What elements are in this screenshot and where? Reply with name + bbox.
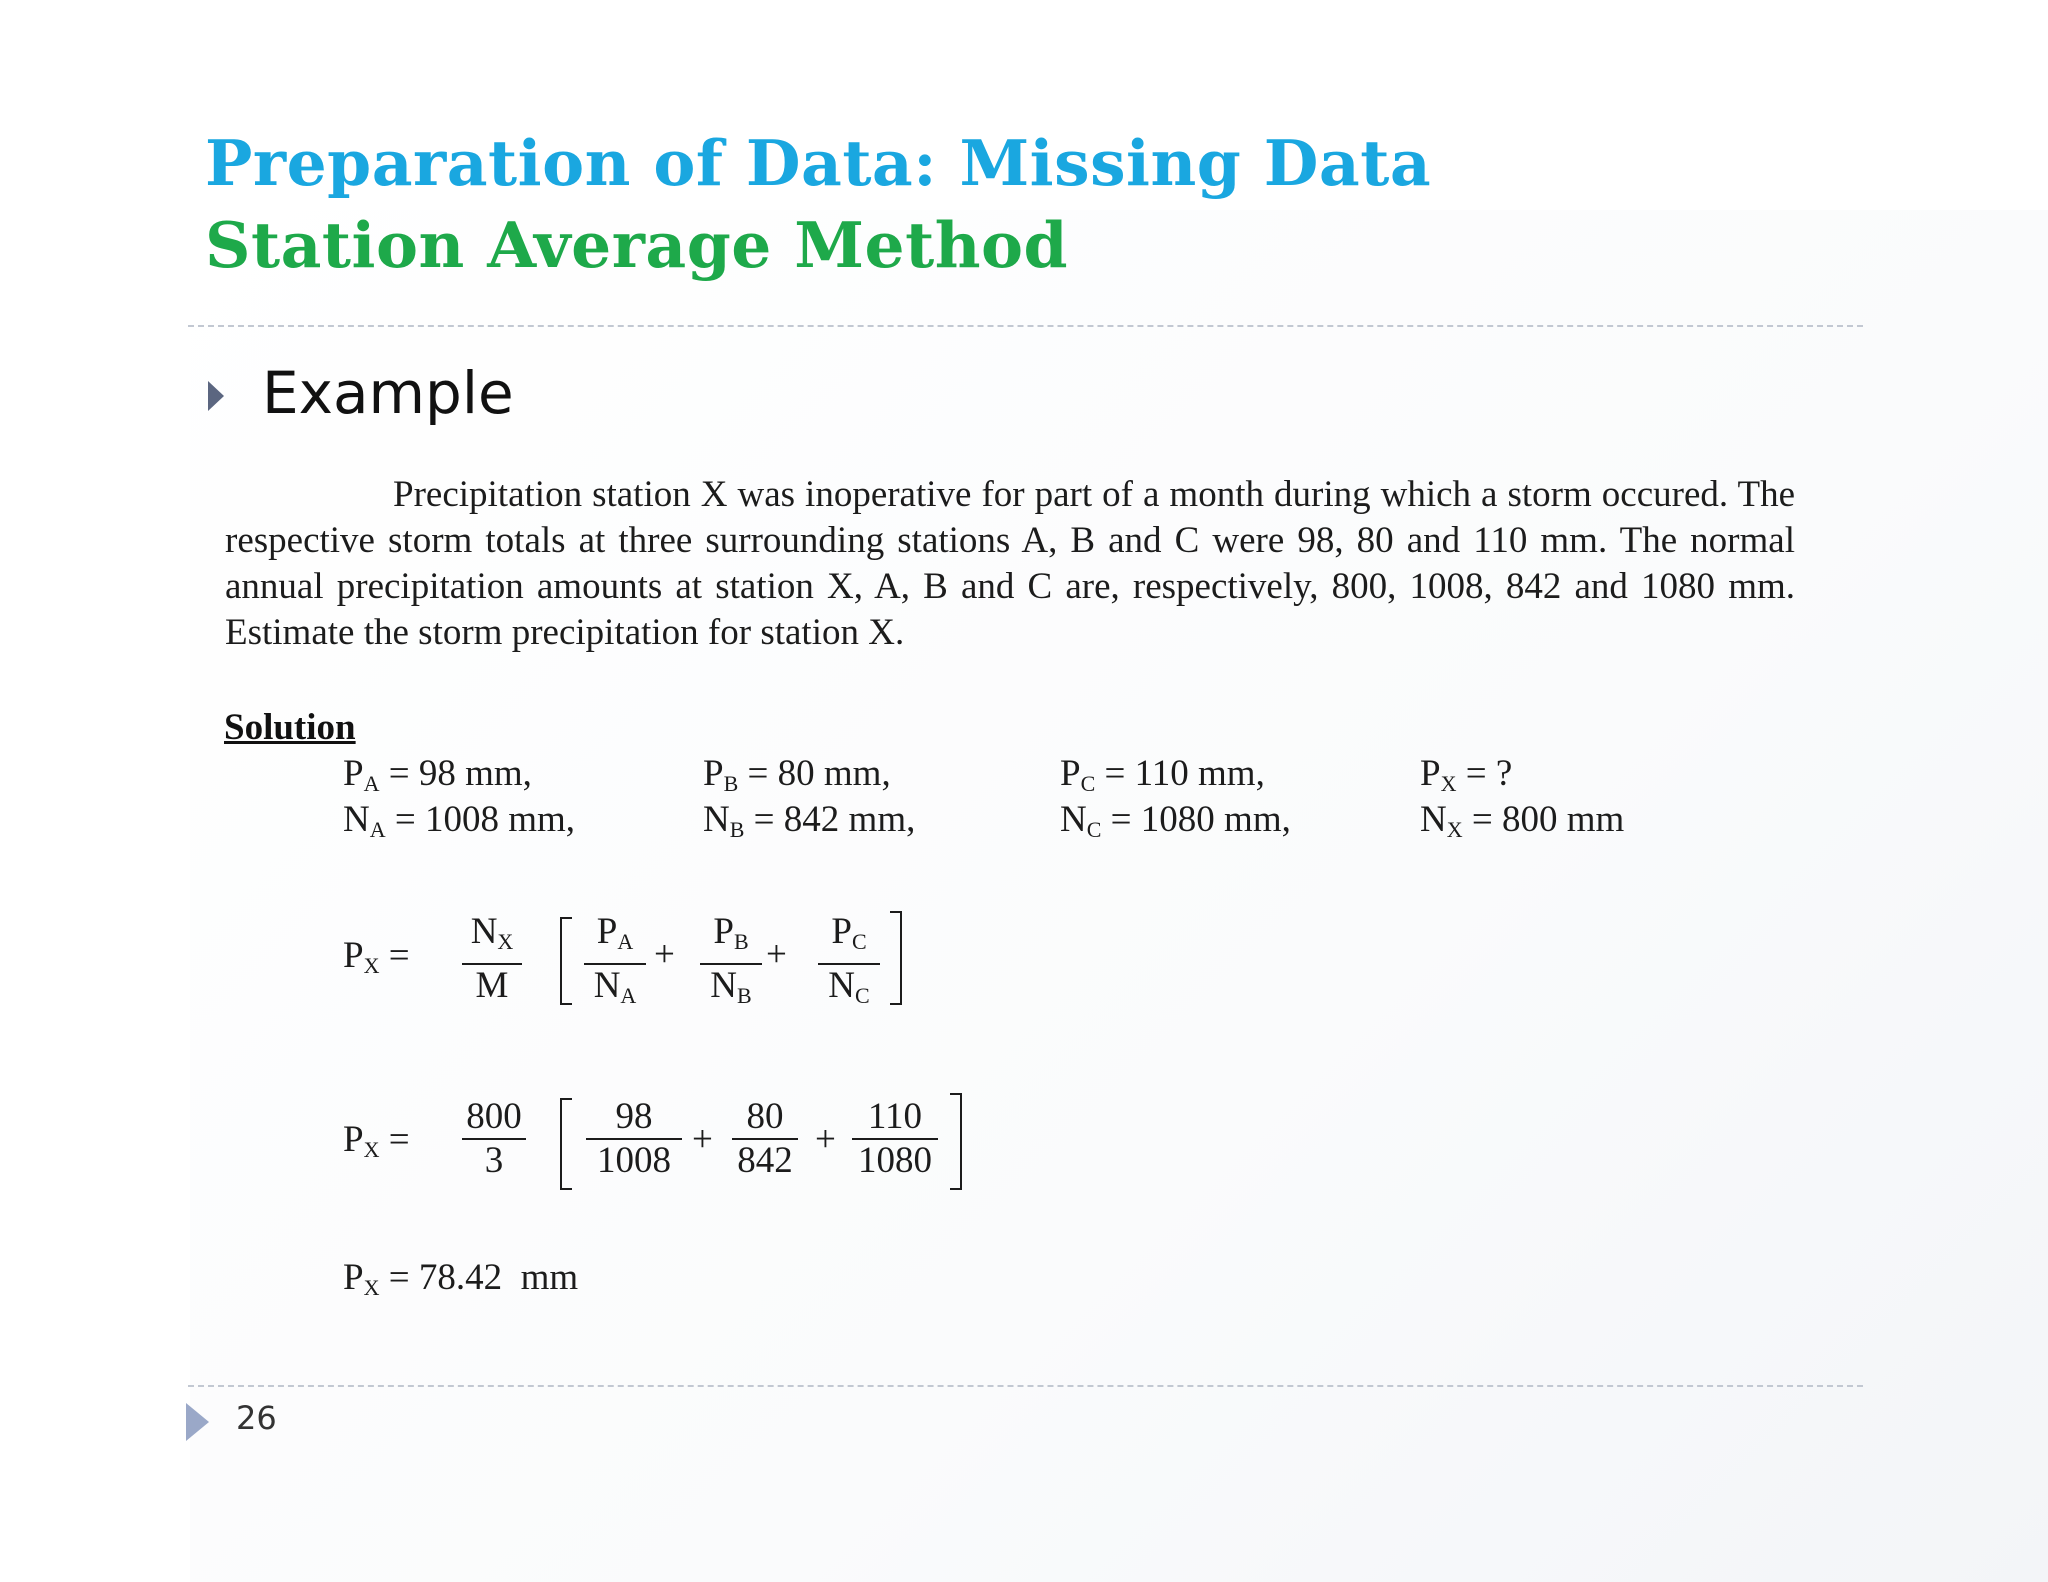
fraction-80-over-842: 80 842 xyxy=(732,1096,798,1182)
example-heading: Example xyxy=(262,359,514,427)
fraction-110-over-1080: 110 1080 xyxy=(852,1096,938,1182)
slide-title: Preparation of Data: Missing Data xyxy=(205,126,1432,200)
result-value: 78.42 xyxy=(418,1257,503,1298)
fraction-800-over-3: 800 3 xyxy=(462,1096,526,1182)
given-nc: $N_C = 1080$ mm, xyxy=(1060,799,1291,842)
solution-label: Solution xyxy=(224,707,356,748)
given-na: $N_A = 1008$ mm, xyxy=(343,799,576,842)
right-bracket xyxy=(890,911,902,1005)
left-bracket xyxy=(560,917,572,1005)
fraction-pb-over-nb: $P_B$ $N_B$ xyxy=(700,911,762,1017)
plus-sign: + xyxy=(692,1119,713,1160)
given-pa: $P_A = 98$ mm, xyxy=(343,753,532,796)
given-px: $P_X$ = ? xyxy=(1420,753,1513,796)
slide-subtitle: Station Average Method xyxy=(205,208,1069,282)
top-divider xyxy=(188,325,1863,327)
given-nb: $N_B = 842$ mm, xyxy=(703,799,916,842)
footer-triangle-icon xyxy=(186,1403,209,1441)
bottom-divider xyxy=(188,1385,1863,1387)
formula-lhs: $P_X$ = xyxy=(343,1119,410,1162)
result-line: $P_X = 78.42$ mm xyxy=(343,1257,579,1300)
left-bracket xyxy=(560,1098,572,1190)
given-nx: $N_X = 800$ mm xyxy=(1420,799,1625,842)
fraction-98-over-1008: 98 1008 xyxy=(586,1096,682,1182)
plus-sign: + xyxy=(654,934,675,975)
fraction-nx-over-m: $N_X$ M xyxy=(462,911,522,1007)
formula-lhs: $P_X$ = xyxy=(343,935,410,978)
page-number: 26 xyxy=(236,1399,277,1437)
bullet-triangle-icon xyxy=(208,381,224,411)
plus-sign: + xyxy=(766,934,787,975)
plus-sign: + xyxy=(815,1119,836,1160)
result-unit: mm xyxy=(520,1257,579,1298)
problem-statement: Precipitation station X was inoperative for part of a month during which a storm occured. The respective storm totals at three surrounding stations A, B and C were 98, 80 and 110 mm. The normal annual precipitation amounts at station X, A, B and C are, respectively, 800, 1008, 842 and 1080 mm. Estimate the storm precipitation for station X. xyxy=(225,474,1795,653)
fraction-pa-over-na: $P_A$ $N_A$ xyxy=(584,911,646,1017)
given-pb: $P_B = 80$ mm, xyxy=(703,753,891,796)
right-bracket xyxy=(950,1093,962,1190)
given-pc: $P_C = 110$ mm, xyxy=(1060,753,1265,796)
fraction-pc-over-nc: $P_C$ $N_C$ xyxy=(818,911,880,1017)
